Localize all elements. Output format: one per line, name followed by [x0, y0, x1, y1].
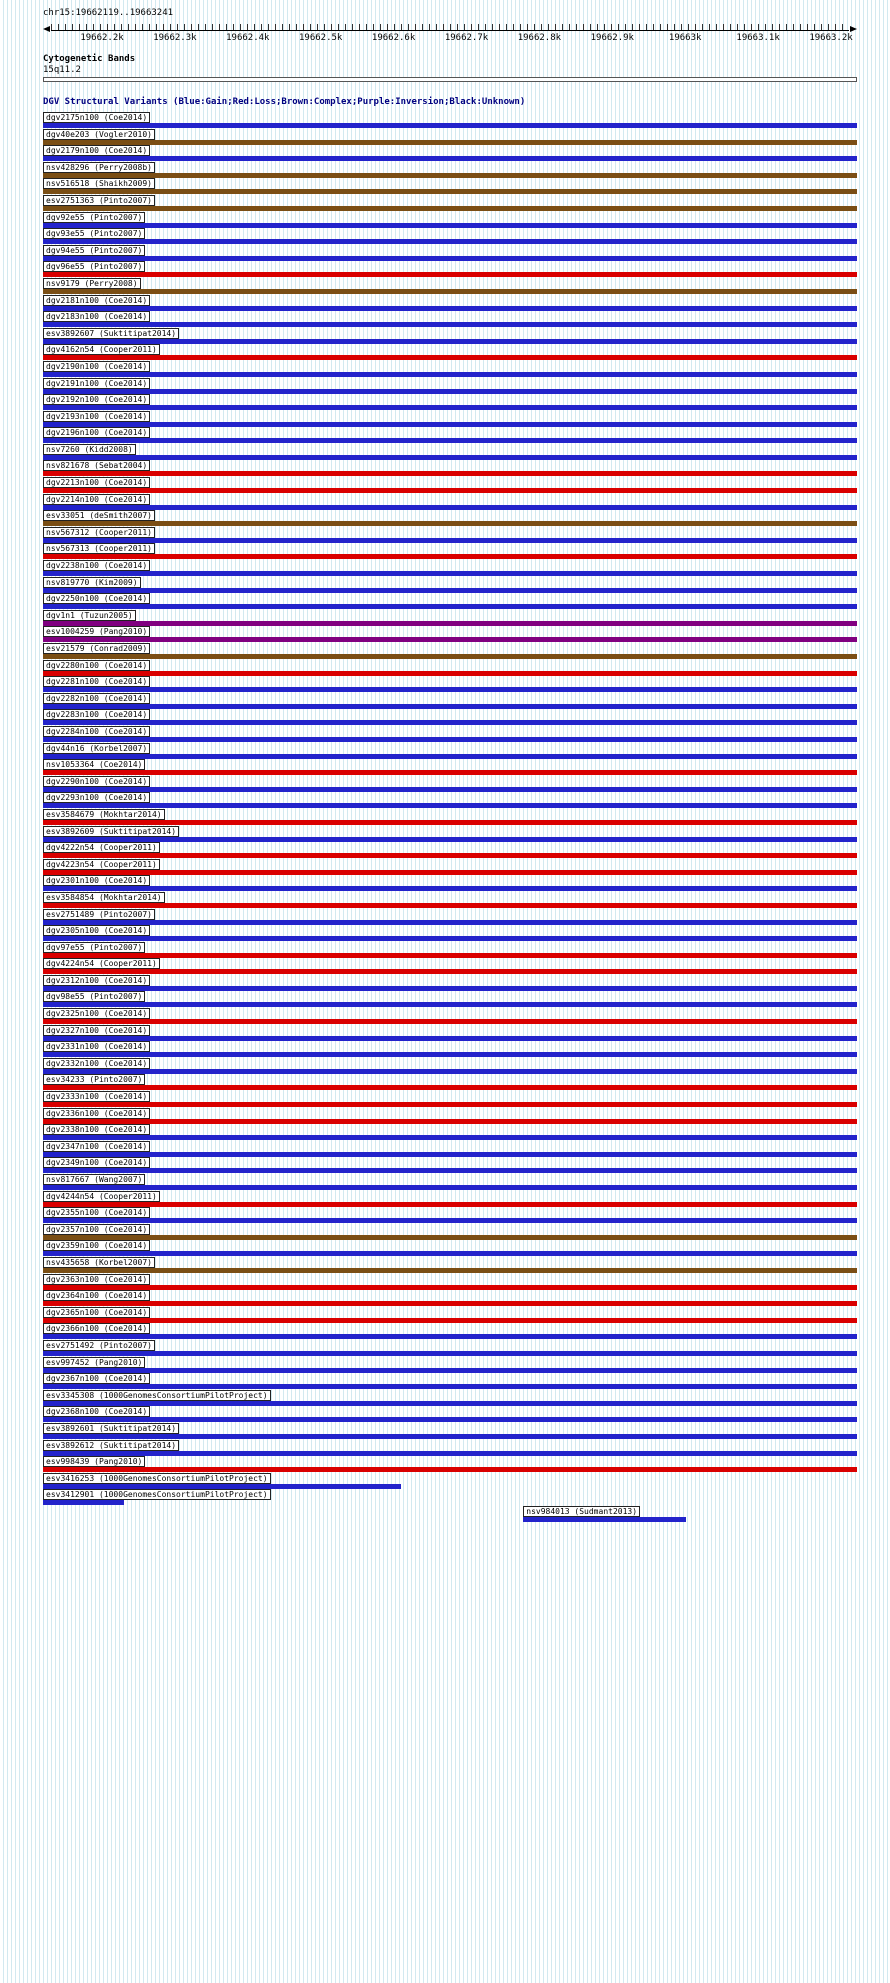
- variant-row: [43, 743, 857, 760]
- variant-bar[interactable]: [43, 1036, 857, 1041]
- variant-bar[interactable]: [43, 521, 857, 526]
- variant-label[interactable]: dgv2293n100 (Coe2014): [43, 792, 150, 803]
- cytogenetic-band-label: 15q11.2: [43, 65, 81, 75]
- variant-label[interactable]: esv998439 (Pang2010): [43, 1456, 145, 1467]
- variant-label[interactable]: dgv2181n100 (Coe2014): [43, 295, 150, 306]
- variant-bar[interactable]: [43, 1417, 857, 1422]
- variant-label[interactable]: esv3416253 (1000GenomesConsortiumPilotProject): [43, 1473, 271, 1484]
- variant-bar[interactable]: [43, 1218, 857, 1223]
- variant-bar[interactable]: [43, 405, 857, 410]
- variant-row: [43, 145, 857, 162]
- variant-label[interactable]: dgv2332n100 (Coe2014): [43, 1058, 150, 1069]
- variant-row: [43, 245, 857, 262]
- variant-row: [43, 178, 857, 195]
- variant-label[interactable]: dgv2250n100 (Coe2014): [43, 593, 150, 604]
- variant-bar[interactable]: [43, 1168, 857, 1173]
- ruler-tick-label: 19662.8k: [517, 33, 562, 43]
- variant-bar[interactable]: [43, 422, 857, 427]
- ruler-tick-label: 19662.5k: [299, 33, 343, 43]
- variant-label[interactable]: dgv2357n100 (Coe2014): [43, 1224, 150, 1235]
- ruler-tick-label: 19662.2k: [80, 33, 124, 43]
- variant-row: [43, 1141, 857, 1158]
- variant-row: [43, 527, 857, 544]
- variant-row: [43, 759, 857, 776]
- variant-bar[interactable]: [43, 1119, 857, 1124]
- variant-row: [43, 1041, 857, 1058]
- variant-label[interactable]: dgv2363n100 (Coe2014): [43, 1274, 150, 1285]
- variant-bar[interactable]: [43, 1434, 857, 1439]
- variant-row: [43, 510, 857, 527]
- variant-label[interactable]: dgv93e55 (Pinto2007): [43, 228, 145, 239]
- variant-row: [43, 643, 857, 660]
- variant-bar[interactable]: [43, 737, 857, 742]
- variant-row: [43, 975, 857, 992]
- variant-bar[interactable]: [43, 787, 857, 792]
- ruler-tick-label: 19662.7k: [444, 33, 489, 43]
- variant-row: [43, 1423, 857, 1440]
- variant-bar[interactable]: [43, 837, 857, 842]
- variant-row: [43, 1240, 857, 1257]
- variant-bar[interactable]: [43, 1401, 857, 1406]
- variant-label[interactable]: dgv2327n100 (Coe2014): [43, 1025, 150, 1036]
- variant-bar[interactable]: [43, 438, 857, 443]
- variant-label[interactable]: dgv2281n100 (Coe2014): [43, 676, 150, 687]
- variant-row: [43, 1224, 857, 1241]
- variant-label[interactable]: dgv4222n54 (Cooper2011): [43, 842, 160, 853]
- variant-label[interactable]: dgv2192n100 (Coe2014): [43, 394, 150, 405]
- variant-bar[interactable]: [43, 206, 857, 211]
- ruler-right-arrow-icon: [850, 26, 857, 32]
- variant-label[interactable]: nsv819770 (Kim2009): [43, 577, 141, 588]
- variant-label[interactable]: dgv2367n100 (Coe2014): [43, 1373, 150, 1384]
- variant-bar[interactable]: [43, 1069, 857, 1074]
- variant-label[interactable]: esv3584679 (Mokhtar2014): [43, 809, 165, 820]
- variant-bar[interactable]: [43, 1251, 857, 1256]
- ruler-tick-label: 19663k: [668, 33, 702, 43]
- variant-row: [43, 1373, 857, 1390]
- variant-row: [43, 676, 857, 693]
- variant-row: [43, 1406, 857, 1423]
- variant-label[interactable]: dgv2282n100 (Coe2014): [43, 693, 150, 704]
- variant-label[interactable]: dgv4224n54 (Cooper2011): [43, 958, 160, 969]
- variant-label[interactable]: nsv516518 (Shaikh2009): [43, 178, 155, 189]
- variant-label[interactable]: dgv2290n100 (Coe2014): [43, 776, 150, 787]
- variant-bar[interactable]: [43, 455, 857, 460]
- variant-label[interactable]: dgv2179n100 (Coe2014): [43, 145, 150, 156]
- variant-row: [43, 859, 857, 876]
- variant-bar[interactable]: [43, 538, 857, 543]
- variant-row: [43, 444, 857, 461]
- variant-bar[interactable]: [43, 604, 857, 609]
- ruler-tick-label: 19662.4k: [226, 33, 270, 43]
- variant-bar[interactable]: [43, 903, 857, 908]
- variant-bar[interactable]: [43, 1318, 857, 1323]
- position-ruler: [43, 24, 857, 32]
- variant-bar[interactable]: [43, 1451, 857, 1456]
- cytogenetic-band-bar[interactable]: [43, 77, 857, 82]
- variant-row: [43, 278, 857, 295]
- variant-label[interactable]: dgv2214n100 (Coe2014): [43, 494, 150, 505]
- ruler-tick-label: 19663.1k: [736, 33, 780, 43]
- variant-label[interactable]: esv1004259 (Pang2010): [43, 626, 150, 637]
- variant-row: [43, 776, 857, 793]
- variant-bar[interactable]: [43, 969, 857, 974]
- ruler-ticks: [51, 24, 849, 31]
- variant-bar[interactable]: [43, 1351, 857, 1356]
- ruler-tick-label: 19662.9k: [590, 33, 634, 43]
- ruler-tick-label: 19663.2k: [809, 33, 853, 43]
- variant-row: [43, 394, 857, 411]
- variant-bar[interactable]: [43, 1285, 857, 1290]
- variant-label[interactable]: dgv4244n54 (Cooper2011): [43, 1191, 160, 1202]
- variant-bar[interactable]: [43, 223, 857, 228]
- variant-bar[interactable]: [43, 1384, 857, 1389]
- variant-row: [43, 1157, 857, 1174]
- variant-bar[interactable]: [43, 339, 857, 344]
- variant-bar[interactable]: [43, 637, 857, 642]
- variant-bar[interactable]: [43, 1334, 857, 1339]
- variant-bar[interactable]: [43, 372, 857, 377]
- variant-row: [43, 1440, 857, 1457]
- variant-bar[interactable]: [43, 687, 857, 692]
- ruler-tick-label: 19662.6k: [371, 33, 416, 43]
- variant-row: [43, 626, 857, 643]
- variant-label[interactable]: dgv2196n100 (Coe2014): [43, 427, 150, 438]
- variant-label[interactable]: dgv2301n100 (Coe2014): [43, 875, 150, 886]
- variant-label[interactable]: dgv96e55 (Pinto2007): [43, 261, 145, 272]
- variant-bar[interactable]: [43, 1135, 857, 1140]
- variant-label[interactable]: dgv2347n100 (Coe2014): [43, 1141, 150, 1152]
- variant-label[interactable]: nsv428296 (Perry2008b): [43, 162, 155, 173]
- variant-label[interactable]: dgv2368n100 (Coe2014): [43, 1406, 150, 1417]
- variant-row: [43, 328, 857, 345]
- variant-row: [43, 792, 857, 809]
- variant-label[interactable]: dgv2338n100 (Coe2014): [43, 1124, 150, 1135]
- variant-label[interactable]: esv3892612 (Suktitipat2014): [43, 1440, 179, 1451]
- variant-label[interactable]: nsv984013 (Sudmant2013): [523, 1506, 640, 1517]
- variant-row: [43, 1108, 857, 1125]
- variant-label[interactable]: dgv4162n54 (Cooper2011): [43, 344, 160, 355]
- variant-label[interactable]: dgv2331n100 (Coe2014): [43, 1041, 150, 1052]
- dgv-track-title: DGV Structural Variants (Blue:Gain;Red:Loss;Brown:Complex;Purple:Inversion;Black:Unknown): [43, 97, 526, 107]
- variant-label[interactable]: dgv1n1 (Tuzun2005): [43, 610, 136, 621]
- variant-bar[interactable]: [43, 853, 857, 858]
- variant-row: [43, 344, 857, 361]
- variant-bar[interactable]: [43, 870, 857, 875]
- variant-label[interactable]: nsv567312 (Cooper2011): [43, 527, 155, 538]
- variant-bar[interactable]: [43, 471, 857, 476]
- variant-bar[interactable]: [43, 1085, 857, 1090]
- variant-bar[interactable]: [43, 306, 857, 311]
- variant-row: [43, 261, 857, 278]
- variant-bar[interactable]: [43, 1052, 857, 1057]
- variant-bar[interactable]: [43, 156, 857, 161]
- variant-label[interactable]: dgv2284n100 (Coe2014): [43, 726, 150, 737]
- variant-bar[interactable]: [43, 886, 857, 891]
- variant-bar[interactable]: [43, 1268, 857, 1273]
- variant-row: [43, 212, 857, 229]
- variant-row: [43, 593, 857, 610]
- variant-bar[interactable]: [43, 770, 857, 775]
- variant-row: [43, 1191, 857, 1208]
- variant-label[interactable]: esv3892601 (Suktitipat2014): [43, 1423, 179, 1434]
- variant-label[interactable]: nsv435658 (Korbel2007): [43, 1257, 155, 1268]
- variant-row: [43, 925, 857, 942]
- variant-label[interactable]: dgv2193n100 (Coe2014): [43, 411, 150, 422]
- variant-label[interactable]: nsv1053364 (Coe2014): [43, 759, 145, 770]
- variant-label[interactable]: nsv567313 (Cooper2011): [43, 543, 155, 554]
- variant-row: [43, 228, 857, 245]
- variant-bar[interactable]: [43, 272, 857, 277]
- variant-bar[interactable]: [43, 1185, 857, 1190]
- variant-row: [43, 693, 857, 710]
- variant-label[interactable]: nsv9179 (Perry2008): [43, 278, 141, 289]
- variant-bar[interactable]: [43, 1102, 857, 1107]
- variant-row: [43, 311, 857, 328]
- region-label: chr15:19662119..19663241: [43, 8, 174, 18]
- variant-label[interactable]: dgv92e55 (Pinto2007): [43, 212, 145, 223]
- variant-bar[interactable]: [43, 123, 857, 128]
- variant-row: [43, 726, 857, 743]
- variant-label[interactable]: esv997452 (Pang2010): [43, 1357, 145, 1368]
- variant-row: [43, 195, 857, 212]
- variant-label[interactable]: dgv2364n100 (Coe2014): [43, 1290, 150, 1301]
- variant-bar[interactable]: [43, 488, 857, 493]
- variant-label[interactable]: esv2751489 (Pinto2007): [43, 909, 155, 920]
- variant-label[interactable]: dgv98e55 (Pinto2007): [43, 991, 145, 1002]
- variant-bar[interactable]: [43, 1500, 124, 1505]
- variant-label[interactable]: dgv2359n100 (Coe2014): [43, 1240, 150, 1251]
- variant-row: [43, 709, 857, 726]
- variant-label[interactable]: dgv2333n100 (Coe2014): [43, 1091, 150, 1102]
- variant-bar[interactable]: [43, 256, 857, 261]
- variant-label[interactable]: dgv2325n100 (Coe2014): [43, 1008, 150, 1019]
- variant-row: [43, 460, 857, 477]
- variant-row: [43, 1323, 857, 1340]
- variant-row: [43, 1058, 857, 1075]
- variant-bar[interactable]: [43, 920, 857, 925]
- variant-label[interactable]: dgv2238n100 (Coe2014): [43, 560, 150, 571]
- variant-row: [43, 1506, 857, 1523]
- variant-row: [43, 1091, 857, 1108]
- variant-row: [43, 378, 857, 395]
- variant-bar[interactable]: [43, 322, 857, 327]
- variant-row: [43, 1473, 857, 1490]
- variant-bar[interactable]: [43, 239, 857, 244]
- variant-bar[interactable]: [523, 1517, 686, 1522]
- variant-label[interactable]: esv34233 (Pinto2007): [43, 1074, 145, 1085]
- variant-bar[interactable]: [43, 289, 857, 294]
- variant-bar[interactable]: [43, 704, 857, 709]
- variant-row: [43, 1124, 857, 1141]
- variant-bar[interactable]: [43, 936, 857, 941]
- variant-bar[interactable]: [43, 754, 857, 759]
- variant-label[interactable]: esv3892609 (Suktitipat2014): [43, 826, 179, 837]
- ruler-tick-label: 19662.3k: [153, 33, 197, 43]
- variant-bar[interactable]: [43, 1467, 857, 1472]
- variant-row: [43, 1390, 857, 1407]
- variant-label[interactable]: nsv817667 (Wang2007): [43, 1174, 145, 1185]
- variant-row: [43, 1290, 857, 1307]
- variant-row: [43, 958, 857, 975]
- variant-row: [43, 1207, 857, 1224]
- ruler-left-arrow-icon: [43, 26, 50, 32]
- variant-row: [43, 909, 857, 926]
- variant-row: [43, 543, 857, 560]
- variant-row: [43, 112, 857, 129]
- variant-bar[interactable]: [43, 355, 857, 360]
- variant-label[interactable]: dgv2280n100 (Coe2014): [43, 660, 150, 671]
- variant-row: [43, 875, 857, 892]
- variant-bar[interactable]: [43, 1152, 857, 1157]
- variant-label[interactable]: esv3892607 (Suktitipat2014): [43, 328, 179, 339]
- variant-row: [43, 477, 857, 494]
- variant-row: [43, 1174, 857, 1191]
- variant-bar[interactable]: [43, 140, 857, 145]
- variant-row: [43, 361, 857, 378]
- variant-row: [43, 1074, 857, 1091]
- cytogenetic-bands-title: Cytogenetic Bands: [43, 54, 136, 64]
- variant-label[interactable]: dgv2336n100 (Coe2014): [43, 1108, 150, 1119]
- variant-row: [43, 842, 857, 859]
- variant-label[interactable]: dgv44n16 (Korbel2007): [43, 743, 150, 754]
- variant-row: [43, 942, 857, 959]
- variant-label[interactable]: dgv2213n100 (Coe2014): [43, 477, 150, 488]
- variant-row: [43, 162, 857, 179]
- variant-label[interactable]: dgv97e55 (Pinto2007): [43, 942, 145, 953]
- variant-label[interactable]: dgv2312n100 (Coe2014): [43, 975, 150, 986]
- variant-bar[interactable]: [43, 554, 857, 559]
- variant-bar[interactable]: [43, 986, 857, 991]
- variant-row: [43, 1489, 857, 1506]
- variant-row: [43, 826, 857, 843]
- variant-bar[interactable]: [43, 588, 857, 593]
- variant-label[interactable]: esv21579 (Conrad2009): [43, 643, 150, 654]
- variant-row: [43, 1257, 857, 1274]
- variant-label[interactable]: esv2751363 (Pinto2007): [43, 195, 155, 206]
- variant-bar[interactable]: [43, 1301, 857, 1306]
- variant-bar[interactable]: [43, 671, 857, 676]
- variant-label[interactable]: esv2751492 (Pinto2007): [43, 1340, 155, 1351]
- variant-label[interactable]: dgv2190n100 (Coe2014): [43, 361, 150, 372]
- variant-bar[interactable]: [43, 720, 857, 725]
- variant-row: [43, 1274, 857, 1291]
- variant-label[interactable]: dgv2191n100 (Coe2014): [43, 378, 150, 389]
- variant-row: [43, 1357, 857, 1374]
- variant-row: [43, 991, 857, 1008]
- variant-row: [43, 427, 857, 444]
- variant-label[interactable]: dgv4223n54 (Cooper2011): [43, 859, 160, 870]
- variant-label[interactable]: dgv2355n100 (Coe2014): [43, 1207, 150, 1218]
- variant-row: [43, 411, 857, 428]
- variant-bar[interactable]: [43, 621, 857, 626]
- variant-row: [43, 660, 857, 677]
- variant-label[interactable]: dgv40e203 (Vogler2010): [43, 129, 155, 140]
- variant-row: [43, 610, 857, 627]
- variant-label[interactable]: esv3412901 (1000GenomesConsortiumPilotProject): [43, 1489, 271, 1500]
- variant-label[interactable]: dgv2183n100 (Coe2014): [43, 311, 150, 322]
- variant-bar[interactable]: [43, 1368, 857, 1373]
- variant-row: [43, 129, 857, 146]
- variant-label[interactable]: nsv7260 (Kidd2008): [43, 444, 136, 455]
- variant-rows: [43, 112, 857, 1522]
- variant-label[interactable]: esv33051 (deSmith2007): [43, 510, 155, 521]
- variant-row: [43, 1307, 857, 1324]
- variant-row: [43, 892, 857, 909]
- variant-bar[interactable]: [43, 571, 857, 576]
- variant-label[interactable]: dgv2305n100 (Coe2014): [43, 925, 150, 936]
- variant-row: [43, 1008, 857, 1025]
- variant-label[interactable]: dgv2366n100 (Coe2014): [43, 1323, 150, 1334]
- variant-label[interactable]: esv3345308 (1000GenomesConsortiumPilotProject): [43, 1390, 271, 1401]
- variant-row: [43, 1340, 857, 1357]
- variant-bar[interactable]: [43, 189, 857, 194]
- variant-label[interactable]: esv3584854 (Mokhtar2014): [43, 892, 165, 903]
- variant-bar[interactable]: [43, 803, 857, 808]
- variant-bar[interactable]: [43, 505, 857, 510]
- variant-row: [43, 295, 857, 312]
- variant-label[interactable]: dgv2349n100 (Coe2014): [43, 1157, 150, 1168]
- variant-row: [43, 560, 857, 577]
- variant-label[interactable]: dgv94e55 (Pinto2007): [43, 245, 145, 256]
- ruler-labels: [43, 33, 857, 45]
- variant-bar[interactable]: [43, 654, 857, 659]
- variant-bar[interactable]: [43, 953, 857, 958]
- variant-label[interactable]: dgv2175n100 (Coe2014): [43, 112, 150, 123]
- variant-bar[interactable]: [43, 1002, 857, 1007]
- variant-row: [43, 809, 857, 826]
- variant-bar[interactable]: [43, 820, 857, 825]
- variant-bar[interactable]: [43, 1235, 857, 1240]
- variant-label[interactable]: nsv821678 (Sebat2004): [43, 460, 150, 471]
- variant-label[interactable]: dgv2283n100 (Coe2014): [43, 709, 150, 720]
- variant-label[interactable]: dgv2365n100 (Coe2014): [43, 1307, 150, 1318]
- variant-bar[interactable]: [43, 1484, 401, 1489]
- variant-bar[interactable]: [43, 1019, 857, 1024]
- variant-row: [43, 577, 857, 594]
- variant-bar[interactable]: [43, 1202, 857, 1207]
- variant-row: [43, 1456, 857, 1473]
- variant-row: [43, 1025, 857, 1042]
- variant-row: [43, 494, 857, 511]
- variant-bar[interactable]: [43, 173, 857, 178]
- variant-bar[interactable]: [43, 389, 857, 394]
